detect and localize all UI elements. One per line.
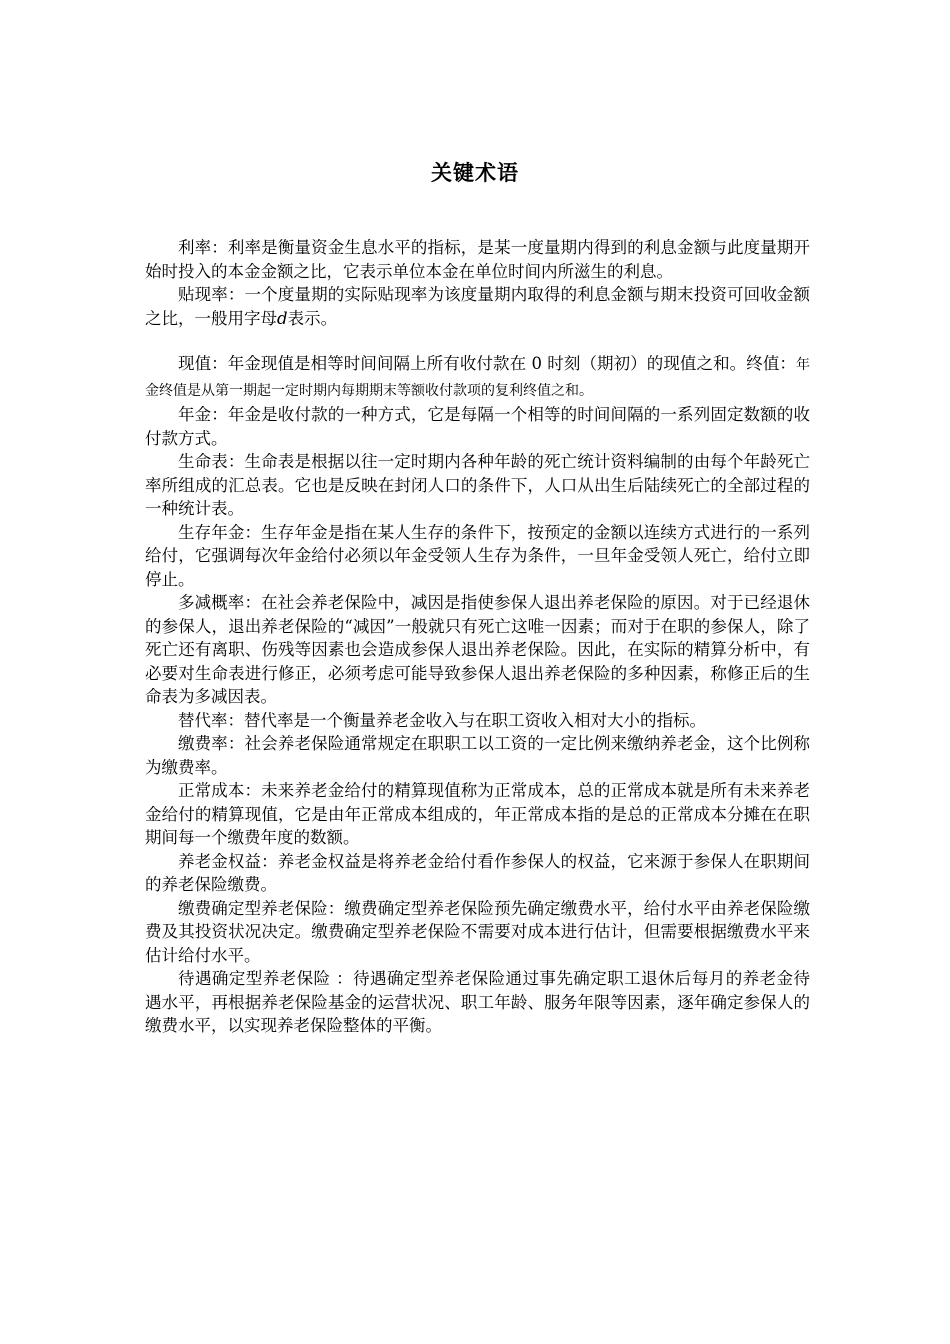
- term-annuity: 年金：年金是收付款的一种方式，它是每隔一个相等的时间间隔的一系列固定数额的收付款方式。: [145, 405, 810, 448]
- term-multiple-decrement: 多减概率：在社会养老保险中，减因是指使参保人退出养老保险的原因。对于已经退休的参保人，退出养老保险的“减因”一般就只有死亡这唯一因素；而对于在职的参保人，除了死亡还有离职、伤残等因素也会造成参保人退出养老保险。因此，在实际的精算分析中，有必要对生命表进行修正，必须考虑可能导致参保人退出养老保险的多种因素，称修正后的生命表为多减因表。: [145, 593, 810, 706]
- term-defined-benefit: 待遇确定型养老保险 ：待遇确定型养老保险通过事先确定职工退休后每月的养老金待遇水平，再根据养老保险基金的运营状况、职工年龄、服务年限等因素，逐年确定参保人的缴费水平，以实现养老保险整体的平衡。: [145, 969, 810, 1035]
- discount-rate-text-end: 表示。: [287, 308, 338, 328]
- term-present-value: [145, 352, 810, 403]
- future-value-text: 年金终值是从第一期起一定时期内每期期末等额收付款项的复利终值之和。: [145, 357, 811, 399]
- term-normal-cost: 正常成本：未来养老金给付的精算现值称为正常成本，总的正常成本就是所有未来养老金给付的精算现值，它是由年正常成本组成的，年正常成本指的是总的正常成本分摊在在职期间每一个缴费年度的数额。: [145, 781, 810, 847]
- term-defined-contribution: 缴费确定型养老保险：缴费确定型养老保险预先确定缴费水平，给付水平由养老保险缴费及其投资状况决定。缴费确定型养老保险不需要对成本进行估计，但需要根据缴费水平来估计给付水平。: [145, 898, 810, 965]
- future-value-term: 终值：: [746, 354, 797, 373]
- term-contribution-rate: 缴费率：社会养老保险通常规定在职职工以工资的一定比例来缴纳养老金，这个比例称为缴费率。: [145, 734, 810, 777]
- term-interest-rate: 利率：利率是衡量资金生息水平的指标，是某一度量期内得到的利息金额与此度量期开始时投入的本金金额之比，它表示单位本金在单位时间内所滋生的利息。: [145, 238, 810, 281]
- term-pension-rights: 养老金权益：养老金权益是将养老金给付看作参保人的权益，它来源于参保人在职期间的养老保险缴费。: [145, 851, 810, 894]
- discount-rate-symbol: d: [277, 308, 288, 328]
- present-value-text: 现值：年金现值是相等时间间隔上所有收付款在 0 时刻（期初）的现值之和。: [178, 354, 747, 373]
- page-title: 关键术语: [431, 160, 519, 185]
- term-discount-rate: [145, 283, 810, 330]
- term-life-table: 生命表：生命表是根据以往一定时期内各种年龄的死亡统计资料编制的由每个年龄死亡率所组成的汇总表。它也是反映在封闭人口的条件下，人口从出生后陆续死亡的全部过程的一种统计表。: [145, 452, 810, 518]
- term-replacement-rate: 替代率：替代率是一个衡量养老金收入与在职工资收入相对大小的指标。: [178, 710, 706, 730]
- terms-body: [145, 236, 810, 1038]
- term-life-annuity: 生存年金：生存年金是指在某人生存的条件下，按预定的金额以连续方式进行的一系列给付，它强调每次年金给付必须以年金受领人生存为条件，一旦年金受领人死亡，给付立即停止。: [145, 522, 810, 589]
- discount-rate-text: 贴现率：一个度量期的实际贴现率为该度量期内取得的利息金额与期末投资可回收金额之比，一般用字母: [145, 285, 810, 328]
